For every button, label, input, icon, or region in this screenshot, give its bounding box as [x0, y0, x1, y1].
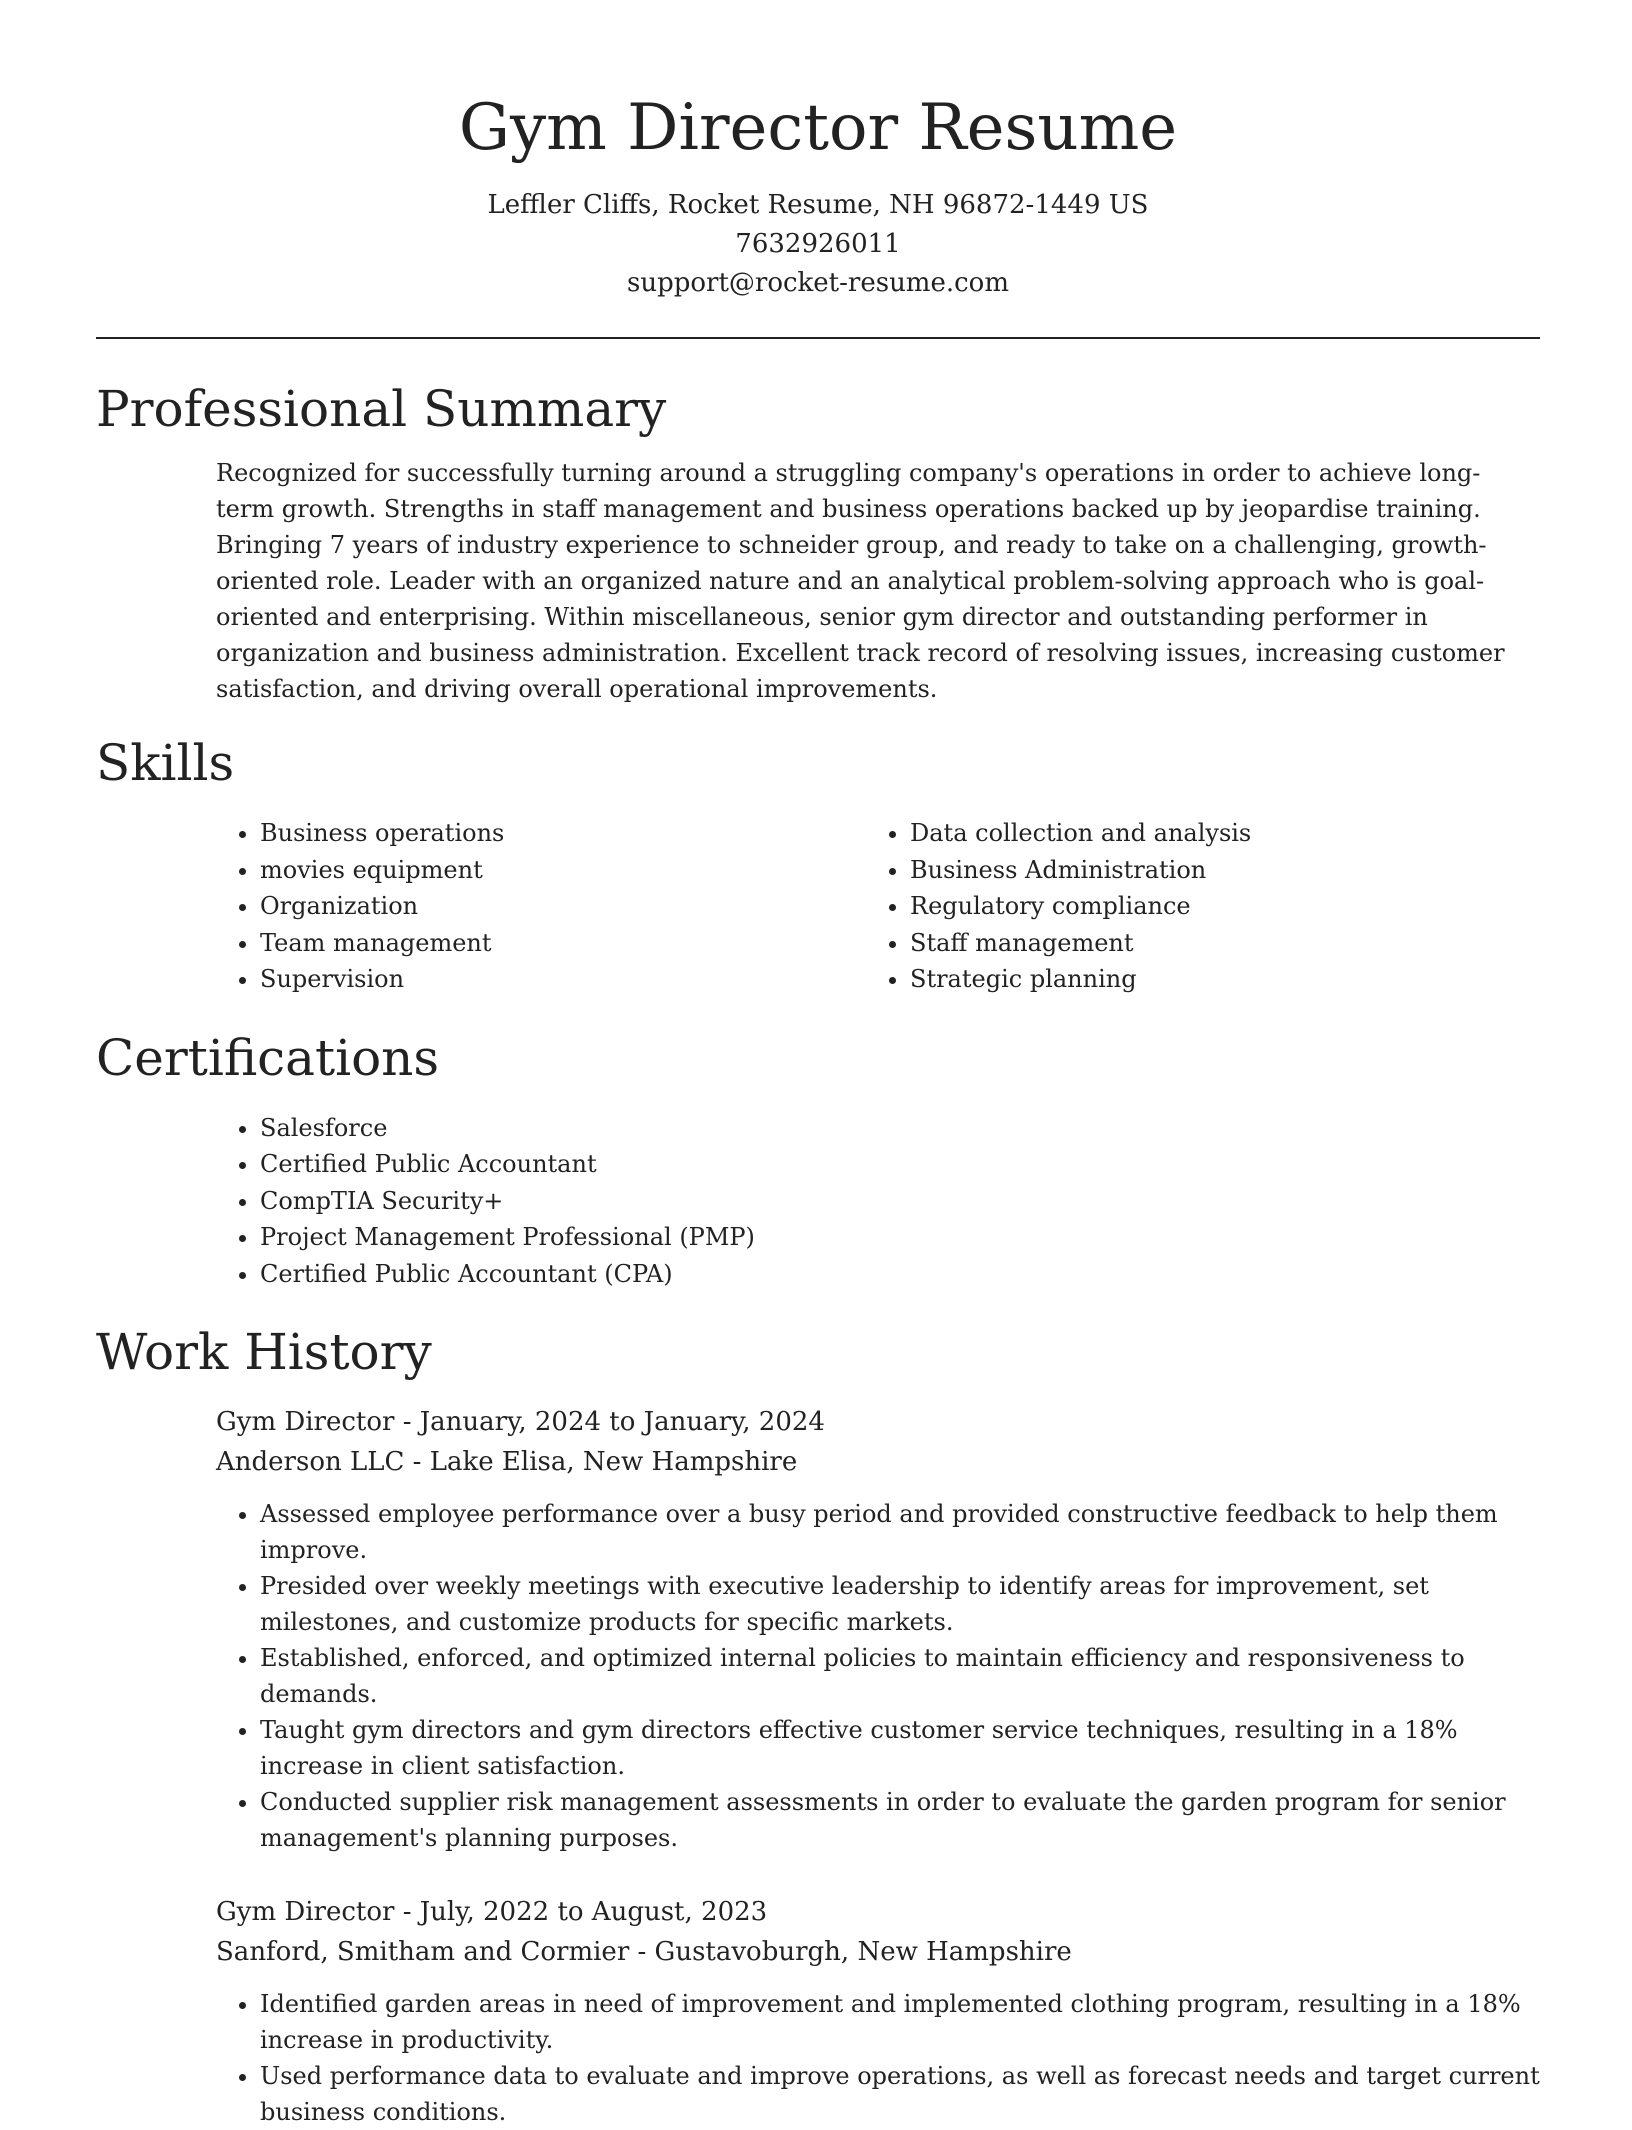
skill-item: • Organization: [260, 888, 866, 925]
job-duties-list: [216, 1986, 1540, 2130]
summary-heading: Professional Summary: [96, 380, 667, 438]
job-duty: • Identified garden areas in need of improvement and implemented clothing program, resulting in a 18% increase in productivity.: [260, 1986, 1540, 2058]
skill-item: • Business operations: [260, 815, 866, 852]
certification-item: • Certified Public Accountant (CPA): [260, 1256, 1540, 1293]
job-entry: [216, 1892, 1540, 2130]
job-duties-list: [216, 1496, 1540, 1856]
skill-item: • Staff management: [910, 925, 1516, 962]
job-duty: • Used performance data to evaluate and improve operations, as well as forecast needs and target current business conditions.: [260, 2058, 1540, 2130]
certification-item: • CompTIA Security+: [260, 1183, 1540, 1220]
certifications-heading: Certifications: [96, 1028, 440, 1087]
skill-item: • Business Administration: [910, 852, 1516, 889]
job-duty: • Taught gym directors and gym directors effective customer service techniques, resulting in a 18% increase in client satisfaction.: [260, 1712, 1540, 1784]
job-duty: • Presided over weekly meetings with executive leadership to identify areas for improvement, set milestones, and customize products for specific markets.: [260, 1568, 1540, 1640]
certification-item: • Salesforce: [260, 1110, 1540, 1147]
certification-item: • Certified Public Accountant: [260, 1146, 1540, 1183]
job-company-location: Sanford, Smitham and Cormier - Gustavoburgh, New Hampshire: [216, 1937, 1072, 1967]
contact-email: support@rocket-resume.com: [626, 268, 1009, 298]
job-duty: • Assessed employee performance over a busy period and provided constructive feedback to help them improve.: [260, 1496, 1540, 1568]
skill-item: • Regulatory compliance: [910, 888, 1516, 925]
contact-block: [96, 186, 1540, 303]
contact-address: Leffler Cliffs, Rocket Resume, NH 96872-1449 US: [487, 190, 1149, 220]
summary-text: Recognized for successfully turning around a struggling company's operations in order to achieve long-term growth. Strengths in staff management and business operations backed up by jeopardise training. Bringing 7 years of industry experience to schneider group, and ready to take on a challenging, growth-oriented role. Leader with an organized nature and an analytical problem-solving approach who is goal-oriented and enterprising. Within miscellaneous, senior gym director and outstanding performer in organization and business administration. Excellent track record of resolving issues, increasing customer satisfaction, and driving overall operational improvements.: [216, 459, 1505, 703]
job-title-dates: Gym Director - July, 2022 to August, 2023: [216, 1897, 768, 1927]
resume-page: [96, 0, 1540, 2130]
resume-title: Gym Director Resume: [458, 91, 1178, 165]
work-history-heading: Work History: [96, 1323, 432, 1381]
skill-item: • Supervision: [260, 961, 866, 998]
skills-list: [216, 815, 1540, 998]
skill-item: • Data collection and analysis: [910, 815, 1516, 852]
skills-heading: Skills: [96, 734, 235, 792]
job-duty: • Established, enforced, and optimized internal policies to maintain efficiency and responsiveness to demands.: [260, 1640, 1540, 1712]
certifications-list: [216, 1110, 1540, 1293]
job-duty: • Conducted supplier risk management assessments in order to evaluate the garden program for senior management's planning purposes.: [260, 1784, 1540, 1856]
job-entry: [216, 1402, 1540, 1856]
skill-item: • Strategic planning: [910, 961, 1516, 998]
job-title-dates: Gym Director - January, 2024 to January, 2024: [216, 1407, 825, 1437]
job-company-location: Anderson LLC - Lake Elisa, New Hampshire: [216, 1447, 798, 1477]
skill-item: • movies equipment: [260, 852, 866, 889]
skill-item: • Team management: [260, 925, 866, 962]
contact-phone: 7632926011: [735, 229, 901, 259]
skills-column-right: [866, 815, 1516, 998]
certification-item: • Project Management Professional (PMP): [260, 1219, 1540, 1256]
skills-column-left: [216, 815, 866, 998]
header-divider: [96, 337, 1540, 339]
